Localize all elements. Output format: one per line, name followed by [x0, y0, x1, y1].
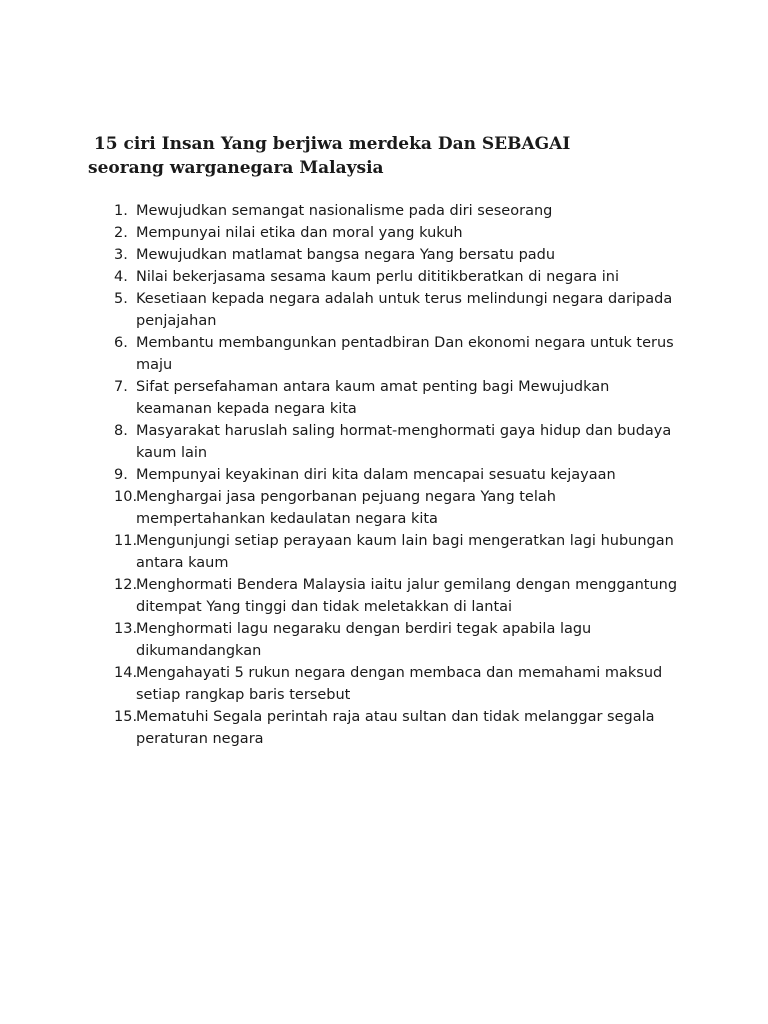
- list-item-text: Membantu membangunkan pentadbiran Dan ekonomi negara untuk terus maju: [136, 335, 674, 373]
- list-item-text: Mengahayati 5 rukun negara dengan membaca dan memahami maksud setiap rangkap baris tersebut: [136, 665, 663, 703]
- list-item-number: 3.: [114, 247, 128, 263]
- list-item-number: 12.: [114, 577, 138, 593]
- list-item-text: Sifat persefahaman antara kaum amat penting bagi Mewujudkan keamanan kepada negara kita: [136, 379, 610, 417]
- list-item: [88, 486, 688, 530]
- list-item: [88, 530, 688, 574]
- list-item: [88, 200, 688, 222]
- list-item: [88, 376, 688, 420]
- list-item-number: 14.: [114, 665, 138, 681]
- list-item: [88, 222, 688, 244]
- list-item-number: 5.: [114, 291, 128, 307]
- list-item-text: Nilai bekerjasama sesama kaum perlu dititikberatkan di negara ini: [136, 269, 619, 285]
- document-title: 15 ciri Insan Yang berjiwa merdeka Dan SEBAGAI seorang warganegara Malaysia: [88, 134, 577, 178]
- list-item-number: 7.: [114, 379, 128, 395]
- list-item-number: 8.: [114, 423, 128, 439]
- list-item-number: 11.: [114, 533, 138, 549]
- list-item: [88, 574, 688, 618]
- characteristics-list: [88, 200, 688, 750]
- list-item: [88, 618, 688, 662]
- list-item-number: 4.: [114, 269, 128, 285]
- list-item: [88, 244, 688, 266]
- list-item-text: Mewujudkan matlamat bangsa negara Yang bersatu padu: [136, 247, 556, 263]
- list-item-text: Kesetiaan kepada negara adalah untuk terus melindungi negara daripada penjajahan: [136, 291, 673, 329]
- list-item-number: 9.: [114, 467, 128, 483]
- list-item-text: Masyarakat haruslah saling hormat-menghormati gaya hidup dan budaya kaum lain: [136, 423, 672, 461]
- list-item-text: Menghormati lagu negaraku dengan berdiri tegak apabila lagu dikumandangkan: [136, 621, 592, 659]
- list-item-text: Mempunyai nilai etika dan moral yang kukuh: [136, 225, 463, 241]
- list-item-text: Mempunyai keyakinan diri kita dalam mencapai sesuatu kejayaan: [136, 467, 616, 483]
- list-item: [88, 420, 688, 464]
- list-item: [88, 266, 688, 288]
- list-item-text: Mematuhi Segala perintah raja atau sultan dan tidak melanggar segala peraturan negara: [136, 709, 655, 747]
- list-item: [88, 662, 688, 706]
- list-item-text: Mengunjungi setiap perayaan kaum lain bagi mengeratkan lagi hubungan antara kaum: [136, 533, 674, 571]
- list-item-text: Menghargai jasa pengorbanan pejuang negara Yang telah mempertahankan kedaulatan negara kita: [136, 489, 556, 527]
- list-item: [88, 706, 688, 750]
- list-item-number: 6.: [114, 335, 128, 351]
- list-item-text: Menghormati Bendera Malaysia iaitu jalur gemilang dengan menggantung ditempat Yang tinggi dan tidak meletakkan di lantai: [136, 577, 678, 615]
- list-item-number: 1.: [114, 203, 128, 219]
- list-item-number: 13.: [114, 621, 138, 637]
- list-item: [88, 332, 688, 376]
- list-item: [88, 464, 688, 486]
- list-item-number: 2.: [114, 225, 128, 241]
- list-item: [88, 288, 688, 332]
- list-item-number: 15.: [114, 709, 138, 725]
- list-item-text: Mewujudkan semangat nasionalisme pada diri seseorang: [136, 203, 553, 219]
- list-item-number: 10.: [114, 489, 138, 505]
